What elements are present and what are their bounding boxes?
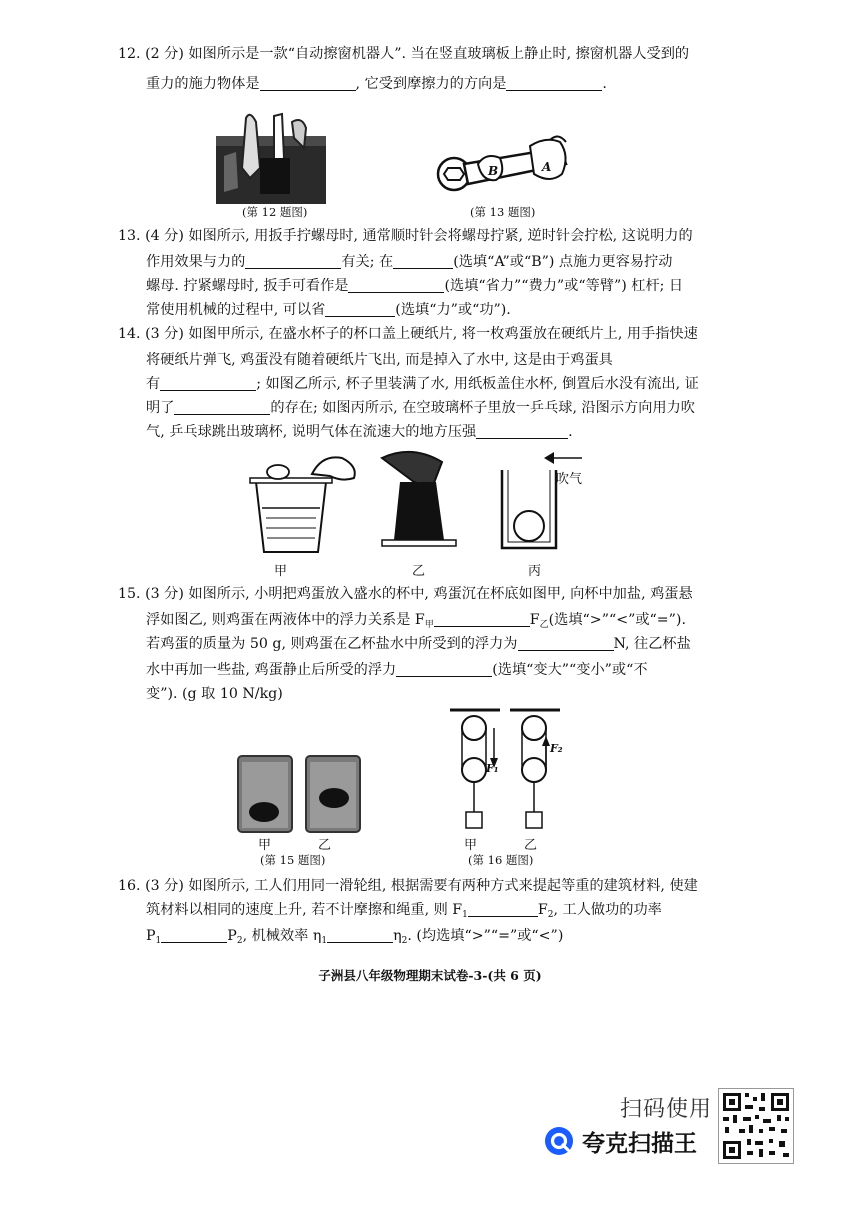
q13-text: 螺母. 拧紧螺母时, 扳手可看作是 [146, 278, 349, 294]
fig12-caption: (第 12 题图) [242, 205, 308, 219]
answer-blank[interactable] [476, 423, 568, 439]
fig13-wrench-drawing [434, 134, 574, 198]
q13-line2 [146, 252, 672, 272]
q12-line2 [146, 74, 607, 94]
q15-text: (选填“变大”“变小”或“不 [492, 662, 648, 678]
fig14-jia-label: 甲 [274, 564, 288, 579]
subscript: 2 [547, 910, 554, 920]
blow-label: 吹气 [556, 472, 583, 487]
subscript: 2 [401, 936, 408, 946]
fig15-caption: (第 15 题图) [260, 853, 326, 867]
q13-text: (选填“省力”“费力”或“等臂”) 杠杆; 日 [444, 278, 684, 294]
subscript: 1 [155, 936, 162, 946]
answer-blank[interactable] [506, 75, 602, 91]
fig13-caption: (第 13 题图) [470, 205, 536, 219]
q13-text: 常使用机械的过程中, 可以省 [146, 302, 326, 318]
q15-line4 [146, 660, 648, 680]
q16-text: , 工人做功的功率 [553, 902, 662, 918]
q15-text: 若鸡蛋的质量为 50 g, 则鸡蛋在乙杯盐水中所受到的浮力为 [146, 636, 518, 652]
q15-text: 浮如图乙, 则鸡蛋在两液体中的浮力关系是 F [146, 612, 425, 628]
q14-text: 气, 乒乓球跳出玻璃杯, 说明气体在流速大的地方压强 [146, 424, 477, 440]
answer-blank[interactable] [434, 611, 530, 627]
answer-blank[interactable] [327, 927, 393, 943]
answer-blank[interactable] [393, 253, 453, 269]
answer-blank[interactable] [245, 253, 341, 269]
fig16-caption: (第 16 题图) [468, 853, 534, 867]
subscript: 1 [321, 936, 328, 946]
fig14-yi-label: 乙 [412, 564, 426, 579]
subscript: 1 [462, 910, 468, 920]
fig14-pingpong-drawing [488, 448, 598, 556]
answer-blank[interactable] [396, 661, 492, 677]
scan-label: 扫码使用 [620, 1097, 713, 1122]
q14-line1: 14. (3 分) 如图甲所示, 在盛水杯子的杯口盖上硬纸片, 将一枚鸡蛋放在硬纸片上, 用手指快速 [118, 326, 698, 342]
answer-blank[interactable] [325, 301, 395, 317]
q16-line1: 16. (3 分) 如图所示, 工人们用同一滑轮组, 根据需要有两种方式来提起等重的建筑材料, 使建 [118, 878, 698, 894]
brand-name: 夸克扫描王 [582, 1130, 697, 1157]
q15-text: 水中再加一些盐, 鸡蛋静止后所受的浮力 [146, 662, 397, 678]
subscript: 甲 [424, 620, 434, 630]
fig14-cup-egg-drawing [242, 448, 362, 554]
q15-text: N, 往乙杯盐 [613, 636, 691, 652]
qr-code-icon[interactable] [718, 1088, 794, 1164]
q16-line3 [146, 926, 563, 951]
q16-text: η [393, 928, 402, 944]
answer-blank[interactable] [468, 901, 538, 917]
q15-line2 [146, 610, 686, 635]
fig16-yi-label: 乙 [524, 838, 538, 853]
answer-blank[interactable] [160, 375, 256, 391]
fig15-jia-label: 甲 [258, 838, 272, 853]
q13-text: 作用效果与力的 [146, 254, 246, 270]
q14-text: 明了 [146, 400, 175, 416]
answer-blank[interactable] [348, 277, 444, 293]
q15-text: F [529, 612, 540, 628]
fig15-yi-label: 乙 [318, 838, 332, 853]
q15-line1: 15. (3 分) 如图所示, 小明把鸡蛋放入盛水的杯中, 鸡蛋沉在杯底如图甲, 向杯中加盐, 鸡蛋悬 [118, 586, 693, 602]
force-f2-label: F₂ [550, 742, 563, 755]
q13-line1: 13. (4 分) 如图所示, 用扳手拧螺母时, 通常顺时针会将螺母拧紧, 逆时针会拧松, 这说明力的 [118, 228, 693, 244]
q13-text: 有关; 在 [341, 254, 394, 270]
fig14-bing-label: 丙 [528, 564, 542, 579]
quark-logo-icon [544, 1126, 574, 1156]
fig12-robot-photo [216, 108, 326, 204]
fig15-beakers-photo [234, 754, 364, 834]
force-f1-label: F₁ [486, 762, 499, 775]
q16-text: . (均选填“>”“=”或“<”) [407, 928, 564, 944]
q16-text: F [537, 902, 548, 918]
answer-blank[interactable] [174, 399, 270, 415]
subscript: 乙 [539, 620, 549, 630]
q13-line4 [146, 300, 511, 320]
q15-text: (选填“>”“<”或“=”). [548, 612, 686, 628]
answer-blank[interactable] [518, 635, 614, 651]
q16-text: 筑材料以相同的速度上升, 若不计摩擦和绳重, 则 F [146, 902, 463, 918]
q14-line4 [146, 398, 695, 418]
subscript: 2 [236, 936, 243, 946]
fig16-jia-label: 甲 [464, 838, 478, 853]
q16-text: , 机械效率 η [242, 928, 322, 944]
point-a-label: A [542, 160, 552, 174]
q12-line1: 12. (2 分) 如图所示是一款“自动擦窗机器人”. 当在竖直玻璃板上静止时, 擦窗机器人受到的 [118, 46, 690, 62]
q12-text: 重力的施力物体是 [146, 76, 260, 92]
answer-blank[interactable] [260, 75, 356, 91]
brand-logo [544, 1124, 697, 1158]
q16-text: P [146, 928, 156, 944]
q14-line2: 将硬纸片弹飞, 鸡蛋没有随着硬纸片飞出, 而是掉入了水中, 这是由于鸡蛋具 [146, 352, 613, 368]
q14-line5 [146, 422, 573, 442]
q15-line3 [146, 634, 691, 654]
q12-text: . [602, 76, 607, 92]
q14-text: ; 如图乙所示, 杯子里装满了水, 用纸板盖住水杯, 倒置后水没有流出, 证 [256, 376, 699, 392]
page-footer: 子洲县八年级物理期末试卷-3-(共 6 页) [318, 968, 542, 983]
q14-text: 的存在; 如图丙所示, 在空玻璃杯子里放一乒乓球, 沿图示方向用力吹 [270, 400, 695, 416]
q14-text: 有 [146, 376, 161, 392]
q15-line5: 变”). (g 取 10 N/kg) [146, 686, 283, 702]
q16-text: P [227, 928, 237, 944]
q13-line3 [146, 276, 683, 296]
fig16-pulley-drawing [446, 706, 568, 834]
q13-text: (选填“A”或“B”) 点施力更容易拧动 [453, 254, 673, 270]
q13-text: (选填“力”或“功”). [395, 302, 511, 318]
q14-text: . [568, 424, 573, 440]
fig14-inverted-cup-drawing [372, 448, 464, 558]
q12-text: , 它受到摩擦力的方向是 [355, 76, 507, 92]
q16-line2 [146, 900, 662, 925]
q14-line3 [146, 374, 699, 394]
answer-blank[interactable] [161, 927, 227, 943]
point-b-label: B [488, 164, 499, 178]
